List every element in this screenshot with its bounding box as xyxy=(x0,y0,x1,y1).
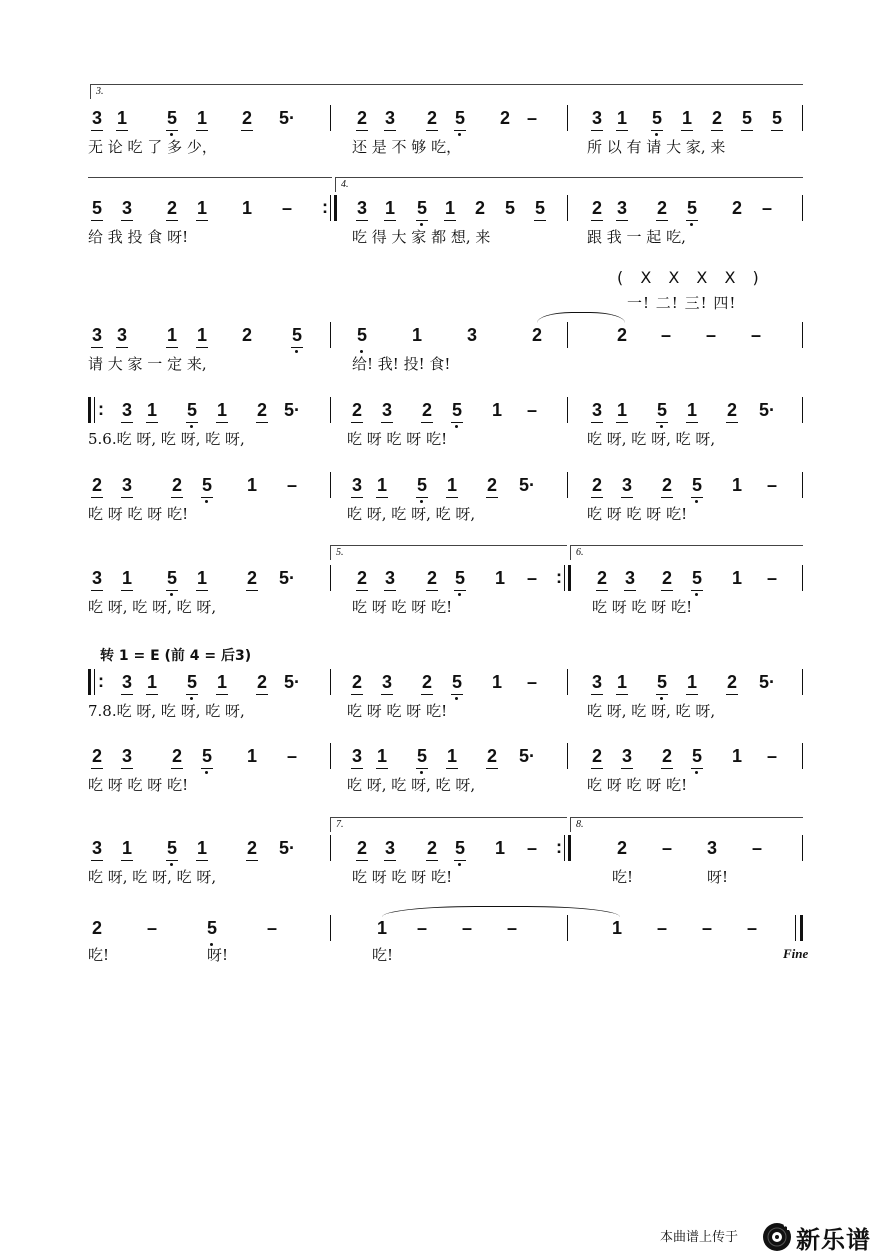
bar-line xyxy=(567,195,568,221)
jianpu-note: – xyxy=(286,475,297,495)
jianpu-note: 2 xyxy=(499,108,510,128)
jianpu-note: 1 xyxy=(442,475,462,495)
volta-bracket xyxy=(570,817,803,832)
jianpu-note: 2 xyxy=(474,198,485,218)
staff-line xyxy=(88,177,332,178)
lyric-line: 吃! xyxy=(612,868,634,886)
jianpu-note: – xyxy=(146,918,157,938)
jianpu-note: 1 xyxy=(731,475,742,495)
bar-line xyxy=(330,565,331,591)
jianpu-note: 5 xyxy=(450,838,470,858)
bar-line xyxy=(802,195,803,221)
jianpu-note: 5 xyxy=(197,475,217,495)
lyric-line: 吃 呀 吃 呀 吃! xyxy=(587,776,688,794)
jianpu-note: 1 xyxy=(112,108,132,128)
tie-arc xyxy=(537,312,625,323)
lyric-line: 5.6.吃 呀, 吃 呀, 吃 呀, xyxy=(88,430,245,448)
jianpu-note: 3 xyxy=(620,568,640,588)
repeat-start-thick xyxy=(88,397,91,423)
lyric-line: 呀! xyxy=(207,946,229,964)
bar-line xyxy=(802,565,803,591)
final-bar-thin xyxy=(795,915,796,941)
jianpu-note: 5 xyxy=(197,746,217,766)
bar-line xyxy=(802,322,803,348)
lyric-line: 吃 呀, 吃 呀, 吃 呀, xyxy=(347,505,476,523)
jianpu-note: 1 xyxy=(494,568,505,588)
volta-bracket xyxy=(335,177,803,192)
jianpu-note: 1 xyxy=(117,568,137,588)
fine-marking: Fine xyxy=(783,946,809,961)
repeat-dots: : xyxy=(98,399,104,419)
jianpu-note: 1 xyxy=(162,325,182,345)
jianpu-note: 5· xyxy=(758,400,775,420)
bar-line xyxy=(802,472,803,498)
jianpu-note: 5 xyxy=(647,108,667,128)
jianpu-note: 2 xyxy=(722,672,742,692)
jianpu-note: 2 xyxy=(616,838,627,858)
jianpu-note: 5 xyxy=(447,672,467,692)
volta-bracket xyxy=(570,545,803,560)
jianpu-note: 2 xyxy=(587,475,607,495)
jianpu-note: 5 xyxy=(447,400,467,420)
bar-line xyxy=(330,669,331,695)
jianpu-note: 2 xyxy=(242,838,262,858)
jianpu-note: – xyxy=(526,838,537,858)
jianpu-note: 5 xyxy=(202,918,222,938)
jianpu-note: 5 xyxy=(504,198,515,218)
jianpu-note: 1 xyxy=(440,198,460,218)
lyric-line: 吃 呀, 吃 呀, 吃 呀, xyxy=(587,702,716,720)
jianpu-note: 5 xyxy=(352,325,372,345)
jianpu-note: – xyxy=(526,108,537,128)
jianpu-note: 2 xyxy=(417,400,437,420)
jianpu-note: 5 xyxy=(287,325,307,345)
jianpu-note: 1 xyxy=(682,672,702,692)
jianpu-note: 1 xyxy=(142,400,162,420)
lyric-line: 吃 呀 吃 呀 吃! xyxy=(587,505,688,523)
jianpu-note: 1 xyxy=(491,672,502,692)
jianpu-note: 3 xyxy=(706,838,717,858)
repeat-end-thin xyxy=(564,565,565,591)
jianpu-note: 1 xyxy=(192,108,212,128)
jianpu-note: 3 xyxy=(87,838,107,858)
bar-line xyxy=(330,915,331,941)
jianpu-note: 5 xyxy=(182,400,202,420)
jianpu-note: 5 xyxy=(162,568,182,588)
jianpu-note: 1 xyxy=(372,475,392,495)
jianpu-note: 1 xyxy=(376,918,387,938)
lyric-line: 请 大 家 一 定 来, xyxy=(88,355,207,373)
jianpu-note: 3 xyxy=(87,325,107,345)
brand-logo-text: 新乐谱 xyxy=(796,1226,871,1254)
lyric-line: 跟 我 一 起 吃, xyxy=(587,228,686,246)
jianpu-note: – xyxy=(461,918,472,938)
jianpu-note: 5· xyxy=(278,838,295,858)
jianpu-note: 1 xyxy=(442,746,462,766)
volta-label: 7. xyxy=(336,819,344,830)
jianpu-note: 1 xyxy=(411,325,422,345)
jianpu-note: 3 xyxy=(587,108,607,128)
lyric-line: 吃 呀 吃 呀 吃! xyxy=(88,505,189,523)
jianpu-note: 1 xyxy=(192,838,212,858)
jianpu-note: 2 xyxy=(352,108,372,128)
volta-bracket xyxy=(330,545,567,560)
jianpu-note: 3 xyxy=(466,325,477,345)
jianpu-note: 3 xyxy=(617,475,637,495)
lyric-line: 吃! xyxy=(88,946,110,964)
jianpu-note: 5 xyxy=(682,198,702,218)
jianpu-note: 2 xyxy=(616,325,627,345)
bar-line xyxy=(802,835,803,861)
jianpu-note: 2 xyxy=(587,746,607,766)
bar-line xyxy=(567,397,568,423)
repeat-start-thin xyxy=(94,397,95,423)
jianpu-note: 1 xyxy=(212,672,232,692)
lyric-line: 还 是 不 够 吃， xyxy=(352,138,462,156)
bar-line xyxy=(330,472,331,498)
jianpu-note: 5 xyxy=(687,475,707,495)
jianpu-note: 5 xyxy=(450,568,470,588)
jianpu-note: 3 xyxy=(612,198,632,218)
jianpu-note: 2 xyxy=(417,672,437,692)
jianpu-note: – xyxy=(766,746,777,766)
jianpu-note: 1 xyxy=(491,400,502,420)
jianpu-note: 2 xyxy=(657,475,677,495)
jianpu-note: 2 xyxy=(722,400,742,420)
jianpu-note: 2 xyxy=(587,198,607,218)
key-change-marking: 转 1 = E (前 4 = 后3) xyxy=(100,648,252,664)
jianpu-note: 2 xyxy=(167,475,187,495)
jianpu-note: 1 xyxy=(611,918,622,938)
jianpu-note: – xyxy=(701,918,712,938)
bar-line xyxy=(567,743,568,769)
jianpu-note: 1 xyxy=(612,672,632,692)
bar-line xyxy=(802,669,803,695)
lyric-line: 呀! xyxy=(707,868,729,886)
jianpu-note: 2 xyxy=(241,325,252,345)
volta-label: 8. xyxy=(576,819,584,830)
jianpu-note: 5· xyxy=(278,568,295,588)
jianpu-note: 3 xyxy=(117,475,137,495)
lyric-line: 吃 呀 吃 呀 吃! xyxy=(352,868,453,886)
bar-line xyxy=(330,105,331,131)
jianpu-note: – xyxy=(416,918,427,938)
jianpu-note: 5· xyxy=(278,108,295,128)
jianpu-note: 2 xyxy=(87,746,107,766)
jianpu-note: 3 xyxy=(377,672,397,692)
jianpu-note: 5 xyxy=(162,108,182,128)
jianpu-note: – xyxy=(750,325,761,345)
bar-line xyxy=(567,105,568,131)
bar-line xyxy=(567,472,568,498)
jianpu-note: 1 xyxy=(117,838,137,858)
jianpu-note: 2 xyxy=(252,400,272,420)
jianpu-note: 1 xyxy=(612,108,632,128)
jianpu-note: – xyxy=(526,400,537,420)
jianpu-note: – xyxy=(746,918,757,938)
volta-bracket xyxy=(90,84,803,99)
jianpu-note: 2 xyxy=(87,475,107,495)
jianpu-note: 3 xyxy=(617,746,637,766)
jianpu-note: 3 xyxy=(347,746,367,766)
jianpu-note: 3 xyxy=(380,108,400,128)
jianpu-note: 5 xyxy=(687,568,707,588)
jianpu-note: 2 xyxy=(167,746,187,766)
volta-label: 5. xyxy=(336,547,344,558)
repeat-dots: : xyxy=(322,197,328,217)
jianpu-note: 5 xyxy=(450,108,470,128)
bar-line xyxy=(802,105,803,131)
jianpu-note: 5 xyxy=(767,108,787,128)
jianpu-note: 1 xyxy=(212,400,232,420)
final-bar-thick xyxy=(800,915,803,941)
jianpu-note: 1 xyxy=(494,838,505,858)
jianpu-note: 3 xyxy=(117,198,137,218)
jianpu-note: 2 xyxy=(347,400,367,420)
jianpu-note: 1 xyxy=(246,746,257,766)
jianpu-note: 2 xyxy=(657,746,677,766)
repeat-dots: : xyxy=(556,837,562,857)
jianpu-note: 5· xyxy=(758,672,775,692)
jianpu-note: 5 xyxy=(687,746,707,766)
lyric-line: 吃 呀 吃 呀 吃! xyxy=(347,702,448,720)
jianpu-note: 5· xyxy=(518,746,535,766)
lyric-line: 7.8.吃 呀, 吃 呀, 吃 呀, xyxy=(88,702,245,720)
vinyl-record-icon xyxy=(762,1222,792,1252)
jianpu-note: 2 xyxy=(422,568,442,588)
jianpu-note: – xyxy=(506,918,517,938)
lyric-line: 吃! xyxy=(372,946,394,964)
jianpu-note: 2 xyxy=(531,325,542,345)
jianpu-note: 2 xyxy=(592,568,612,588)
jianpu-note: 5· xyxy=(518,475,535,495)
jianpu-note: 1 xyxy=(192,198,212,218)
jianpu-note: 5 xyxy=(652,400,672,420)
bar-line xyxy=(330,322,331,348)
jianpu-note: – xyxy=(266,918,277,938)
jianpu-note: 2 xyxy=(162,198,182,218)
jianpu-note: 1 xyxy=(142,672,162,692)
repeat-end-thick xyxy=(334,195,337,221)
jianpu-note: 5 xyxy=(652,672,672,692)
jianpu-note: 5 xyxy=(412,746,432,766)
repeat-start-thin xyxy=(94,669,95,695)
jianpu-note: – xyxy=(766,568,777,588)
bar-line xyxy=(567,669,568,695)
jianpu-note: – xyxy=(761,198,772,218)
jianpu-note: 5· xyxy=(283,400,300,420)
lyric-line: 吃 呀 吃 呀 吃! xyxy=(88,776,189,794)
footer-upload-text: 本曲谱上传于 xyxy=(660,1230,739,1245)
repeat-end-thick xyxy=(568,835,571,861)
jianpu-note: 1 xyxy=(731,746,742,766)
repeat-end-thin xyxy=(330,195,331,221)
jianpu-note: 1 xyxy=(241,198,252,218)
jianpu-note: 3 xyxy=(352,198,372,218)
jianpu-note: – xyxy=(656,918,667,938)
bar-line xyxy=(567,915,568,941)
jianpu-note: 1 xyxy=(677,108,697,128)
lyric-line: 给 我 投 食 呀! xyxy=(88,228,189,246)
volta-label: 4. xyxy=(341,179,349,190)
jianpu-note: – xyxy=(526,568,537,588)
jianpu-note: – xyxy=(661,838,672,858)
jianpu-note: 2 xyxy=(422,108,442,128)
repeat-end-thin xyxy=(564,835,565,861)
jianpu-note: 3 xyxy=(587,400,607,420)
jianpu-note: 5 xyxy=(182,672,202,692)
bar-line xyxy=(567,322,568,348)
jianpu-note: 2 xyxy=(652,198,672,218)
lyric-line: 无 论 吃 了 多 少， xyxy=(88,138,217,156)
jianpu-note: 2 xyxy=(352,838,372,858)
jianpu-note: 2 xyxy=(252,672,272,692)
jianpu-note: 2 xyxy=(482,475,502,495)
jianpu-note: 2 xyxy=(422,838,442,858)
lyric-line: 吃 呀 吃 呀 吃! xyxy=(352,598,453,616)
jianpu-note: 3 xyxy=(117,746,137,766)
jianpu-note: 1 xyxy=(372,746,392,766)
lyric-line: 吃 呀 吃 呀 吃! xyxy=(592,598,693,616)
jianpu-note: 1 xyxy=(246,475,257,495)
jianpu-note: – xyxy=(286,746,297,766)
bar-line xyxy=(330,743,331,769)
jianpu-note: – xyxy=(766,475,777,495)
jianpu-note: 3 xyxy=(380,838,400,858)
jianpu-note: 2 xyxy=(91,918,102,938)
bar-line xyxy=(802,397,803,423)
jianpu-note: 1 xyxy=(731,568,742,588)
jianpu-note: 5 xyxy=(737,108,757,128)
jianpu-note: – xyxy=(751,838,762,858)
jianpu-note: 3 xyxy=(117,672,137,692)
shout-lyrics: 一! 二! 三! 四! xyxy=(627,294,737,312)
jianpu-note: 3 xyxy=(347,475,367,495)
jianpu-note: 5 xyxy=(87,198,107,218)
jianpu-note: 2 xyxy=(731,198,742,218)
jianpu-note: 1 xyxy=(612,400,632,420)
jianpu-note: 3 xyxy=(117,400,137,420)
lyric-line: 吃 呀 吃 呀 吃! xyxy=(347,430,448,448)
jianpu-note: 3 xyxy=(87,568,107,588)
lyric-line: 吃 呀, 吃 呀, 吃 呀, xyxy=(88,598,217,616)
lyric-line: 吃 得 大 家 都 想, 来 xyxy=(352,228,491,246)
repeat-dots: : xyxy=(556,567,562,587)
jianpu-note: 1 xyxy=(192,568,212,588)
jianpu-note: 1 xyxy=(682,400,702,420)
jianpu-note: 2 xyxy=(347,672,367,692)
volta-label: 6. xyxy=(576,547,584,558)
jianpu-note: 2 xyxy=(707,108,727,128)
repeat-dots: : xyxy=(98,671,104,691)
bar-line xyxy=(330,835,331,861)
jianpu-note: 2 xyxy=(482,746,502,766)
lyric-line: 吃 呀, 吃 呀, 吃 呀, xyxy=(587,430,716,448)
jianpu-note: 3 xyxy=(587,672,607,692)
lyric-line: 所 以 有 请 大 家, 来 xyxy=(587,138,726,156)
repeat-start-thick xyxy=(88,669,91,695)
jianpu-note: 3 xyxy=(377,400,397,420)
jianpu-note: 2 xyxy=(352,568,372,588)
jianpu-note: – xyxy=(660,325,671,345)
volta-bracket xyxy=(330,817,567,832)
jianpu-note: 5 xyxy=(162,838,182,858)
jianpu-note: – xyxy=(281,198,292,218)
lyric-line: 吃 呀, 吃 呀, 吃 呀, xyxy=(88,868,217,886)
lyric-line: 给! 我! 投! 食! xyxy=(352,355,451,373)
jianpu-note: 3 xyxy=(380,568,400,588)
jianpu-note: 5 xyxy=(412,198,432,218)
shout-notation: ( X X X X ) xyxy=(617,268,765,287)
lyric-line: 吃 呀, 吃 呀, 吃 呀, xyxy=(347,776,476,794)
jianpu-note: 5 xyxy=(530,198,550,218)
jianpu-note: 5· xyxy=(283,672,300,692)
jianpu-note: 5 xyxy=(412,475,432,495)
volta-label: 3. xyxy=(96,86,104,97)
jianpu-note: 2 xyxy=(657,568,677,588)
bar-line xyxy=(330,397,331,423)
jianpu-note: 1 xyxy=(192,325,212,345)
tie-arc xyxy=(382,906,620,917)
jianpu-note: – xyxy=(526,672,537,692)
jianpu-note: 3 xyxy=(87,108,107,128)
bar-line xyxy=(802,743,803,769)
jianpu-note: 1 xyxy=(380,198,400,218)
jianpu-note: 2 xyxy=(242,568,262,588)
jianpu-note: – xyxy=(705,325,716,345)
jianpu-note: 2 xyxy=(237,108,257,128)
repeat-end-thick xyxy=(568,565,571,591)
jianpu-note: 3 xyxy=(112,325,132,345)
